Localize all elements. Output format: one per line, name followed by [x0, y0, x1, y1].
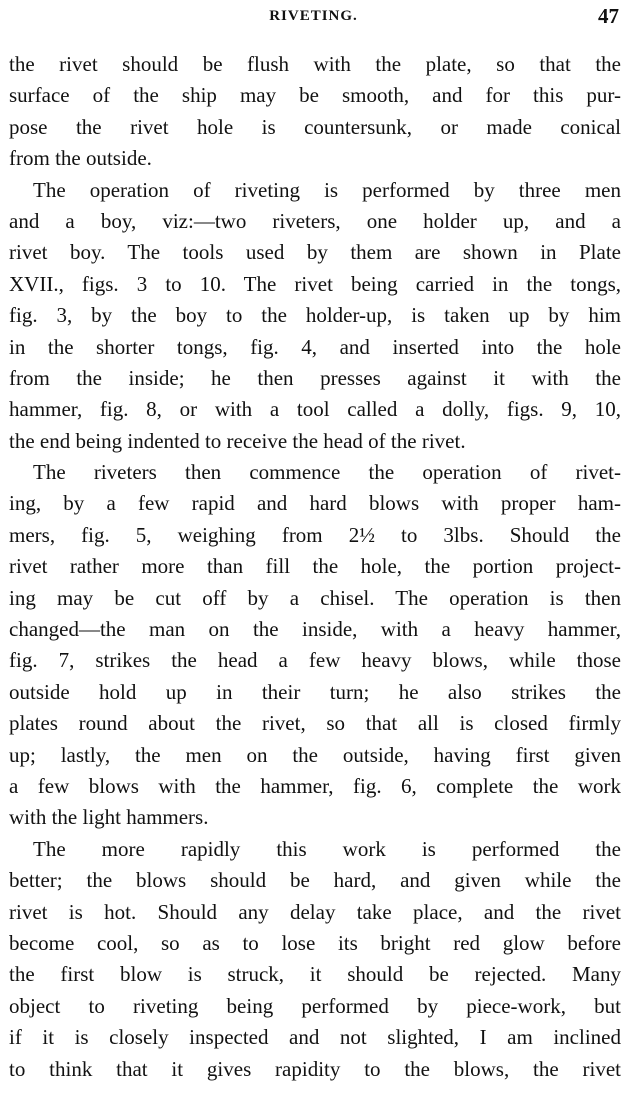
text-line: and a boy, viz:—two riveters, one holder up, and a	[9, 208, 621, 233]
text-line: surface of the ship may be smooth, and for this pur-	[9, 83, 621, 108]
text-line: ing may be cut off by a chisel. The operation is then	[9, 585, 621, 610]
page-number: 47	[598, 4, 619, 28]
text-line: The riveters then commence the operation of rivet-	[33, 460, 621, 485]
text-line: become cool, so as to lose its bright red glow before	[9, 930, 621, 955]
text-line: outside hold up in their turn; he also strikes the	[9, 679, 621, 704]
text-line: if it is closely inspected and not slighted, I am inclined	[9, 1025, 621, 1050]
text-line: fig. 7, strikes the head a few heavy blows, while those	[9, 648, 621, 673]
text-line: in the shorter tongs, fig. 4, and inserted into the hole	[9, 334, 621, 359]
text-line: with the light hammers.	[9, 805, 209, 830]
body-text	[9, 49, 621, 1085]
text-line: up; lastly, the men on the outside, having first given	[9, 742, 621, 767]
text-line: the rivet should be flush with the plate, so that the	[9, 52, 621, 76]
text-line: plates round about the rivet, so that all is closed firmly	[9, 711, 621, 736]
running-head	[0, 4, 627, 30]
text-line: rivet boy. The tools used by them are shown in Plate	[9, 240, 621, 265]
text-line: rivet rather more than fill the hole, the portion project-	[9, 554, 621, 579]
text-line: changed—the man on the inside, with a heavy hammer,	[9, 617, 621, 642]
text-line: from the outside.	[9, 146, 152, 171]
text-line: object to riveting being performed by piece-work, but	[9, 993, 621, 1018]
text-line: ing, by a few rapid and hard blows with proper ham-	[9, 491, 621, 516]
text-line: pose the rivet hole is countersunk, or made conical	[9, 114, 621, 139]
text-line: better; the blows should be hard, and given while the	[9, 868, 621, 893]
text-line: a few blows with the hammer, fig. 6, complete the work	[9, 773, 621, 798]
running-title: RIVETING.	[269, 8, 358, 24]
paragraph	[9, 834, 621, 1085]
paragraph	[9, 457, 621, 834]
text-line: to think that it gives rapidity to the blows, the rivet	[9, 1056, 621, 1081]
paragraph	[9, 175, 621, 458]
text-line: XVII., figs. 3 to 10. The rivet being carried in the tongs,	[9, 271, 621, 296]
text-line: the end being indented to receive the head of the rivet.	[9, 428, 466, 453]
text-line: the first blow is struck, it should be rejected. Many	[9, 962, 621, 987]
text-line: fig. 3, by the boy to the holder-up, is taken up by him	[9, 303, 621, 328]
paragraph	[9, 49, 621, 175]
text-line: rivet is hot. Should any delay take place, and the rivet	[9, 899, 621, 924]
text-line: hammer, fig. 8, or with a tool called a dolly, figs. 9, 10,	[9, 397, 621, 422]
text-line: The operation of riveting is performed by three men	[33, 177, 621, 202]
text-line: mers, fig. 5, weighing from 2½ to 3lbs. Should the	[9, 522, 621, 547]
text-line: The more rapidly this work is performed the	[33, 836, 621, 861]
text-line: from the inside; he then presses against it with the	[9, 365, 621, 390]
